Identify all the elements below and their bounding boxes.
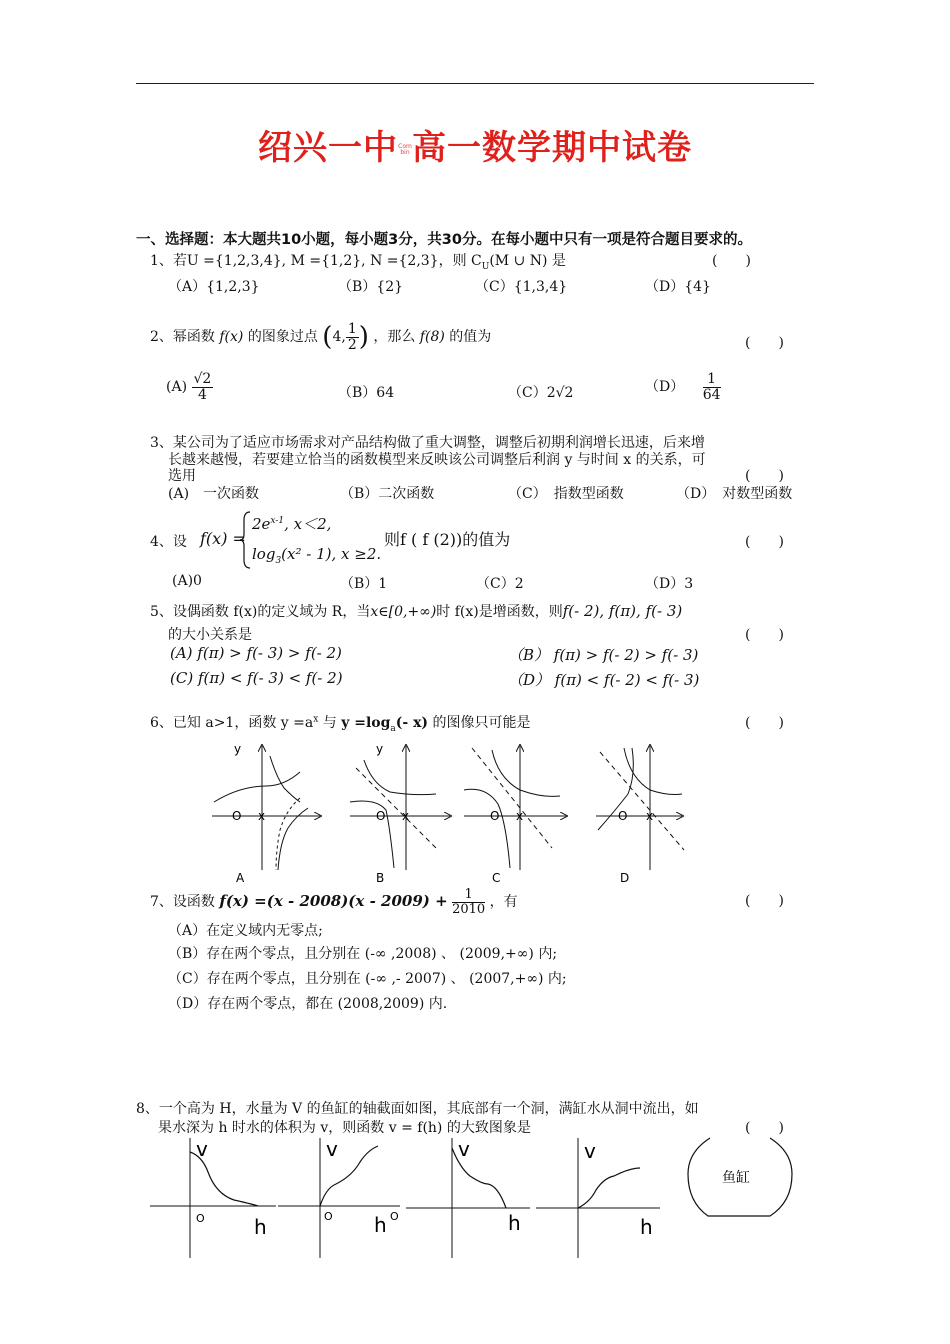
- q6c-origin-label: O: [490, 809, 500, 823]
- q8g2-h-label: h: [374, 1213, 387, 1237]
- q8g1-v-label: v: [196, 1137, 208, 1161]
- q6-graph-b[interactable]: [350, 742, 450, 885]
- q3-option-d[interactable]: （D） 对数型函数: [676, 486, 793, 502]
- title-part-2: 高一数学期中试卷: [412, 128, 692, 168]
- q7-option-a[interactable]: （A）在定义域内无零点;: [168, 923, 323, 939]
- q6-graph-d[interactable]: [596, 746, 684, 885]
- q5-option-d[interactable]: （D） f(π) < f(- 2) < f(- 3): [508, 671, 700, 689]
- q8-graph-1[interactable]: [150, 1137, 276, 1258]
- q6b-x-label: x: [402, 809, 410, 823]
- question-5-answer-blank[interactable]: ( ): [745, 627, 784, 643]
- q6a-origin-label: O: [232, 809, 242, 823]
- q6a-label: A: [236, 871, 245, 885]
- question-6-answer-blank[interactable]: ( ): [745, 715, 784, 731]
- q6c-label: C: [492, 871, 501, 885]
- question-4-case-2: $\log_3(x^2 - 1)$, x ≥2.: [252, 545, 382, 566]
- question-1-answer-blank[interactable]: ( ): [712, 253, 751, 269]
- q6b-origin-label: O: [376, 809, 386, 823]
- q7-option-c[interactable]: （C）存在两个零点，且分别在 (-∞ ,- 2007) 、 (2007,+∞) 内;: [168, 971, 567, 987]
- fish-tank-diagram: [688, 1138, 792, 1216]
- question-4-tail: 则f ( f (2))的值为: [384, 530, 511, 549]
- title-part-1: 绍兴一中: [258, 128, 398, 168]
- q4-option-b[interactable]: （B）1: [340, 576, 388, 592]
- q6-graphs: [200, 738, 740, 888]
- q8-graph-4[interactable]: [536, 1138, 660, 1258]
- q8-graphs: [140, 1132, 800, 1262]
- q6a-y-label: y: [234, 742, 242, 756]
- question-2-answer-blank[interactable]: ( ): [745, 335, 784, 351]
- question-4-case-1: $2e^{x-1}$, x＜2,: [252, 515, 332, 533]
- question-4-answer-blank[interactable]: ( ): [745, 534, 784, 550]
- q3-option-c[interactable]: （C） 指数型函数: [508, 486, 624, 502]
- question-3-line-2: 长越来越慢，若要建立恰当的函数模型来反映该公司调整后利润 y 与时间 x 的关系，可: [168, 452, 706, 468]
- q8g3-v-label: v: [458, 1137, 470, 1161]
- q8g4-h-label: h: [640, 1215, 653, 1239]
- q6-graph-c[interactable]: [464, 746, 566, 885]
- question-7-answer-blank[interactable]: ( ): [745, 893, 784, 909]
- q8g1-h-label: h: [254, 1215, 267, 1239]
- section-heading: 一、选择题：本大题共10小题，每小题3分，共30分。在每小题中只有一项是符合题目要求的。: [136, 232, 752, 248]
- q8g2-v-label: v: [326, 1137, 338, 1161]
- question-8-line-1: 8、一个高为 H，水量为 V 的鱼缸的轴截面如图，其底部有一个洞，满缸水从洞中流出，如: [136, 1101, 699, 1117]
- q1-option-b[interactable]: （B）{2}: [338, 279, 404, 295]
- question-5-line-1: 5、设偶函数 f(x)的定义域为 R，当x∈[0,+∞)时 f(x)是增函数，则f(- 2), f(π), f(- 3): [150, 602, 683, 620]
- question-8-answer-blank[interactable]: ( ): [745, 1120, 784, 1136]
- q8-graph-3[interactable]: [390, 1137, 530, 1258]
- fish-tank-label: 鱼缸: [722, 1170, 750, 1186]
- q8g1-origin-label: O: [196, 1212, 205, 1225]
- q2-option-d[interactable]: （D） $\frac{1}{64}$: [645, 371, 721, 403]
- q8g4-v-label: v: [584, 1139, 596, 1163]
- question-7-stem: 7、设函数 f(x) =(x - 2008)(x - 2009) + $\frac{1}{2010}$ ，有: [150, 887, 518, 917]
- top-rule: [136, 83, 814, 84]
- q6-graph-a[interactable]: [212, 742, 320, 885]
- q7-option-d[interactable]: （D）存在两个零点，都在 (2008,2009) 内.: [168, 996, 448, 1012]
- q1-option-d[interactable]: （D）{4}: [645, 279, 711, 295]
- q4-option-d[interactable]: （D）3: [645, 576, 694, 592]
- piecewise-brace: [238, 510, 252, 570]
- question-2-stem: 2、幂函数 f(x) 的图象过点 (4, $\frac{1}{2}$ ) ，那么 f(8) 的值为: [150, 321, 492, 353]
- q2-option-b[interactable]: （B）64: [338, 385, 395, 401]
- q6c-x-label: x: [516, 809, 524, 823]
- q4-option-c[interactable]: （C）2: [476, 576, 524, 592]
- question-8-line-2: 果水深为 h 时水的体积为 v，则函数 v = f(h) 的大致图象是: [158, 1120, 531, 1136]
- q2-option-c[interactable]: （C）2√2: [508, 385, 574, 401]
- q5-option-c[interactable]: (C) f(π) < f(- 3) < f(- 2): [170, 669, 343, 687]
- q3-option-a[interactable]: (A) 一次函数: [168, 486, 260, 502]
- q3-option-b[interactable]: （B）二次函数: [340, 486, 435, 502]
- q5-option-a[interactable]: (A) f(π) > f(- 3) > f(- 2): [170, 644, 342, 662]
- question-1-stem: 1、若U ={1,2,3,4}, M ={1,2}, N ={2,3}，则 $C_U(M$ ∪ N) 是: [150, 253, 566, 272]
- q4-option-a[interactable]: (A)0: [172, 573, 202, 589]
- q6d-origin-label: O: [618, 809, 628, 823]
- question-4-function: f(x) =: [200, 529, 246, 548]
- q8g3-h-label: h: [508, 1211, 521, 1235]
- q1-option-a[interactable]: （A）{1,2,3}: [168, 279, 260, 295]
- q8g3-origin-label: O: [390, 1210, 399, 1223]
- q8g2-origin-label: O: [324, 1210, 333, 1223]
- q6a-x-label: x: [258, 809, 266, 823]
- question-3-line-3: 选用: [168, 468, 196, 484]
- q7-option-b[interactable]: （B）存在两个零点，且分别在 (-∞ ,2008) 、 (2009,+∞) 内;: [168, 946, 558, 962]
- page-title: [0, 120, 950, 169]
- q6b-label: B: [376, 871, 385, 885]
- q6d-label: D: [620, 871, 630, 885]
- question-6-stem: 6、已知 a>1，函数 $y =a^x$ 与 $y =\log_a(-$ x) 的图像只可能是: [150, 714, 531, 734]
- q5-option-b[interactable]: （B） f(π) > f(- 2) > f(- 3): [508, 646, 699, 664]
- question-4-label: 4、设: [150, 534, 187, 550]
- question-3-answer-blank[interactable]: ( ): [745, 468, 784, 484]
- question-5-line-2: 的大小关系是: [168, 627, 252, 643]
- q1-option-c[interactable]: （C）{1,3,4}: [475, 279, 568, 295]
- question-3-line-1: 3、某公司为了适应市场需求对产品结构做了重大调整，调整后初期利润增长迅速，后来增: [150, 435, 705, 451]
- q8-graph-2[interactable]: [278, 1137, 400, 1258]
- q2-option-a[interactable]: (A) $\frac{√2}{4}$: [166, 371, 212, 403]
- q6d-x-label: x: [646, 809, 654, 823]
- q6b-y-label: y: [376, 742, 384, 756]
- title-watermark: Com bin: [398, 142, 412, 156]
